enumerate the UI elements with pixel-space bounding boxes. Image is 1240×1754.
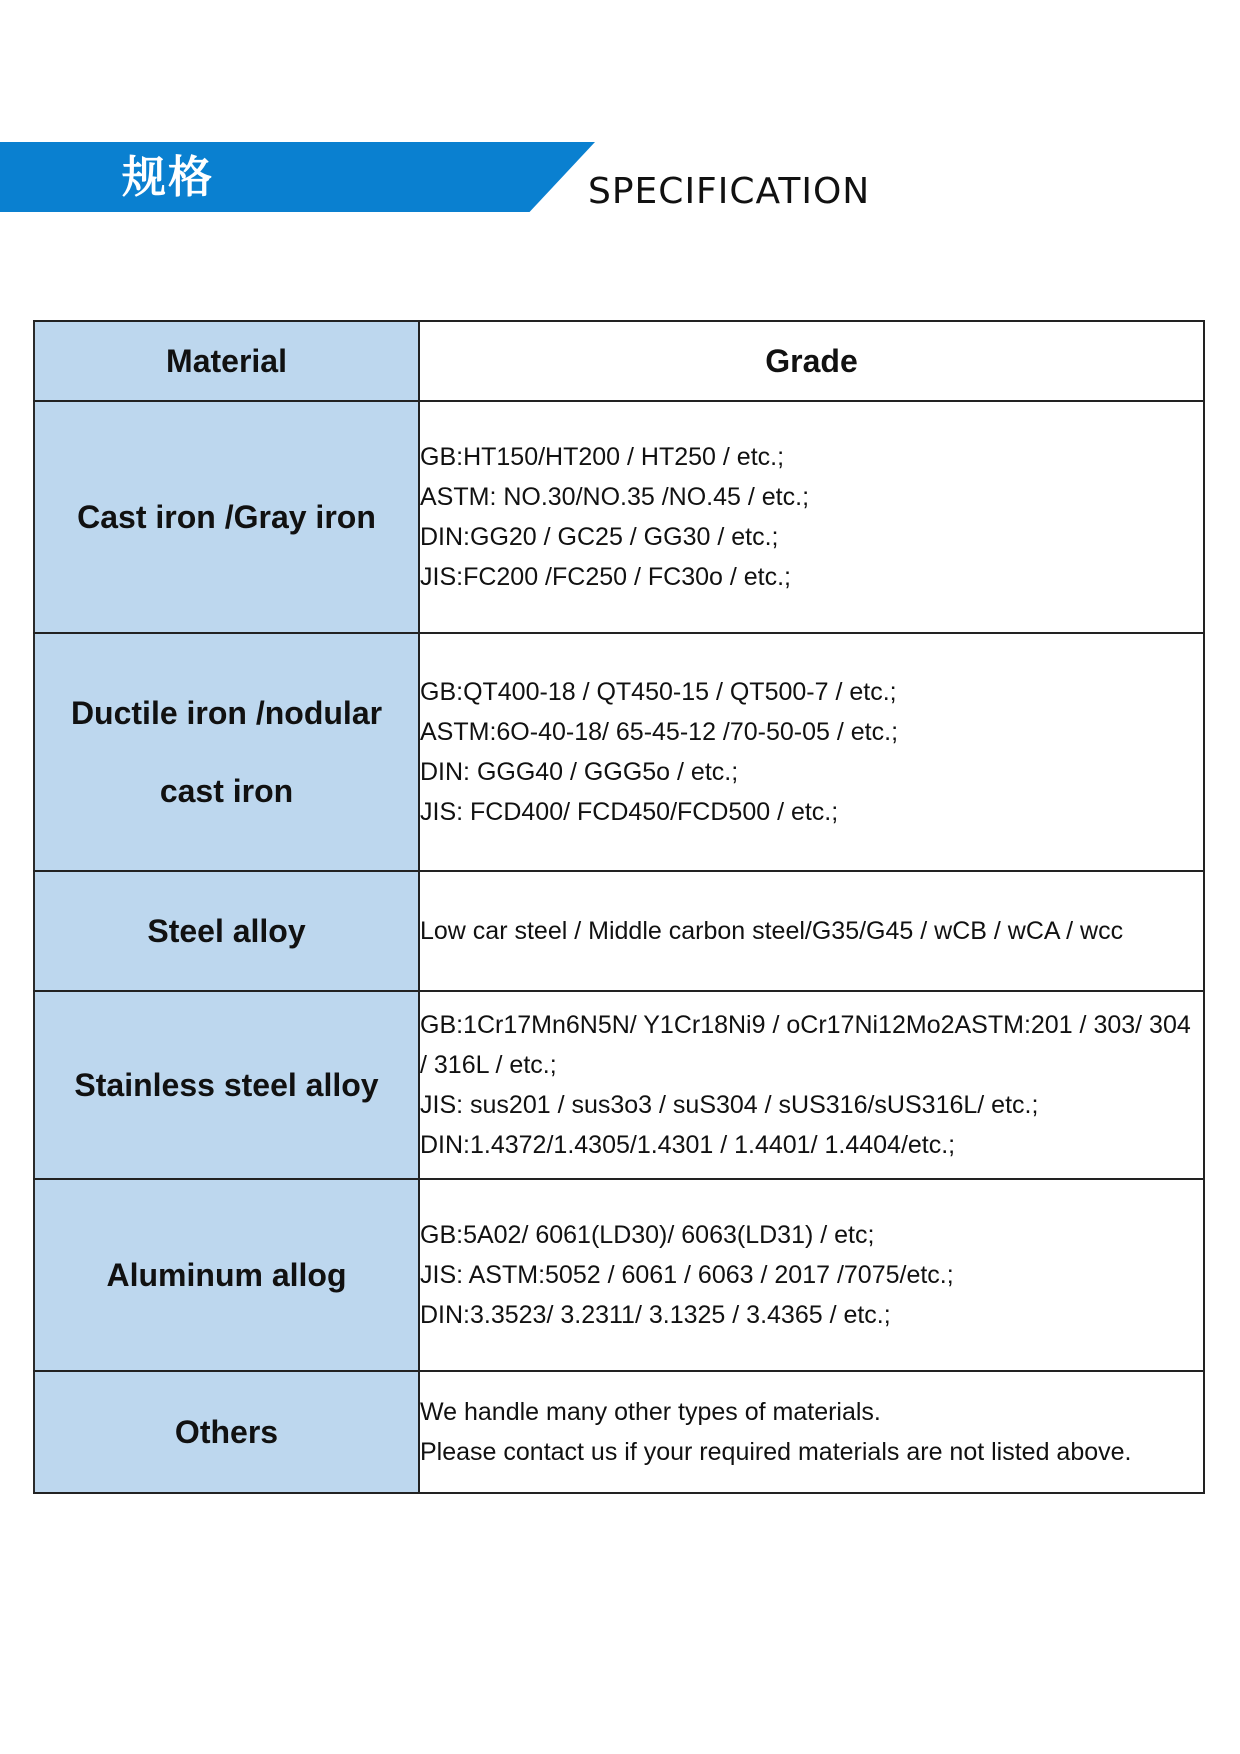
material-label: Stainless steel alloy [74,1067,379,1103]
grade-line: GB:1Cr17Mn6N5N/ Y1Cr18Ni9 / oCr17Ni12Mo2ASTM:201 / 303/ 304 / 316L / etc.; [420,1011,1191,1079]
grade-line: We handle many other types of materials. [420,1398,881,1426]
material-cell [34,871,419,991]
material-label: Steel alloy [147,913,306,949]
material-label: Aluminum allog [106,1257,347,1293]
grade-cell [419,1371,1204,1493]
table-row [34,633,1204,871]
grade-line: JIS: FCD400/ FCD450/FCD500 / etc.; [420,798,839,826]
material-label: Cast iron /Gray iron [77,499,376,535]
grade-line: DIN:3.3523/ 3.2311/ 3.1325 / 3.4365 / etc.; [420,1301,891,1329]
grade-cell [419,633,1204,871]
section-title-zh: 规格 [122,152,214,203]
grade-line: ASTM: NO.30/NO.35 /NO.45 / etc.; [420,483,810,511]
grade-line: DIN:GG20 / GC25 / GG30 / etc.; [420,523,779,551]
table-header-row [34,321,1204,401]
material-cell [34,1371,419,1493]
grade-line: Please contact us if your required materials are not listed above. [420,1438,1132,1466]
grade-line: JIS: sus201 / sus3o3 / suS304 / sUS316/sUS316L/ etc.; [420,1091,1039,1119]
grade-line: GB:QT400-18 / QT450-15 / QT500-7 / etc.; [420,678,897,706]
table-row [34,871,1204,991]
grade-column-header: Grade [419,321,1204,401]
material-label: Others [174,1414,279,1450]
material-cell [34,401,419,633]
grade-line: GB:5A02/ 6061(LD30)/ 6063(LD31) / etc; [420,1221,875,1249]
material-cell [34,633,419,871]
grade-cell [419,1179,1204,1371]
material-label: Ductile iron /nodular [70,695,383,731]
material-cell [34,991,419,1179]
grade-line: GB:HT150/HT200 / HT250 / etc.; [420,443,785,471]
specification-table [33,320,1205,1494]
table-row [34,991,1204,1179]
grade-line: ASTM:6O-40-18/ 65-45-12 /70-50-05 / etc.; [420,718,899,746]
material-column-header: Material [34,321,419,401]
grade-cell [419,991,1204,1179]
grade-cell [419,401,1204,633]
table-row [34,401,1204,633]
material-cell [34,1179,419,1371]
section-banner [0,142,595,212]
grade-line: Low car steel / Middle carbon steel/G35/G45 / wCB / wCA / wcc [420,917,1124,945]
table-row [34,1179,1204,1371]
grade-line: JIS: ASTM:5052 / 6061 / 6063 / 2017 /7075/etc.; [420,1261,954,1289]
grade-line: DIN:1.4372/1.4305/1.4301 / 1.4401/ 1.4404/etc.; [420,1131,956,1159]
grade-line: DIN: GGG40 / GGG5o / etc.; [420,758,739,786]
section-title-en: SPECIFICATION [588,171,871,212]
material-label: cast iron [159,773,294,809]
table-row [34,1371,1204,1493]
grade-line: JIS:FC200 /FC250 / FC30o / etc.; [420,563,791,591]
grade-cell [419,871,1204,991]
